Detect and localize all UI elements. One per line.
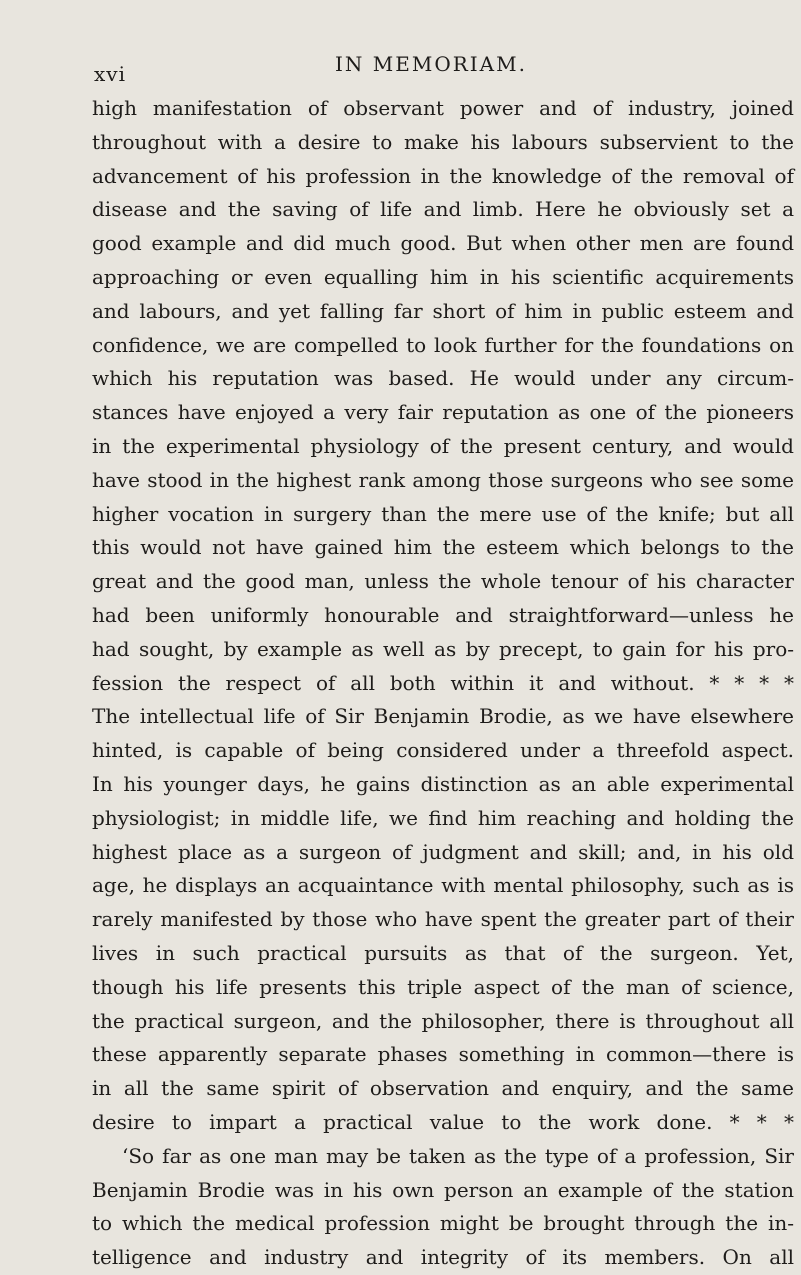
page-number: xvi xyxy=(94,62,126,86)
text-line: had been uniformly honourable and straightforward—unless he xyxy=(92,602,794,627)
text-line: good example and did much good. But when other men are found xyxy=(92,231,794,256)
text-line: throughout with a desire to make his labours subservient to the xyxy=(92,129,794,154)
text-line: rarely manifested by those who have spent the greater part of their xyxy=(92,907,794,932)
text-line: disease and the saving of life and limb. Here he obviously set a xyxy=(92,197,794,222)
text-line: in the experimental physiology of the present century, and would xyxy=(92,433,794,458)
text-line: the practical surgeon, and the philosopher, there is throughout all xyxy=(92,1008,794,1033)
text-line: advancement of his profession in the knowledge of the removal of xyxy=(92,163,794,188)
text-line: have stood in the highest rank among those surgeons who see some xyxy=(92,467,794,492)
text-line: telligence and industry and integrity of its members. On all xyxy=(92,1245,794,1270)
text-line: Benjamin Brodie was in his own person an example of the station xyxy=(92,1177,794,1202)
text-line: ‘So far as one man may be taken as the type of a profession, Sir xyxy=(122,1143,794,1168)
text-line: age, he displays an acquaintance with mental philosophy, such as is xyxy=(92,873,794,898)
text-line: approaching or even equalling him in his scientific acquirements xyxy=(92,264,794,289)
text-line: though his life presents this triple aspect of the man of science, xyxy=(92,974,794,999)
text-line: which his reputation was based. He would under any circum- xyxy=(92,366,794,391)
text-line: confidence, we are compelled to look further for the foundations on xyxy=(92,332,794,357)
text-line: physiologist; in middle life, we find him reaching and holding the xyxy=(92,805,794,830)
text-line: and labours, and yet falling far short of him in public esteem and xyxy=(92,298,794,323)
text-line: this would not have gained him the esteem which belongs to the xyxy=(92,535,794,560)
running-head xyxy=(94,52,784,86)
text-line: high manifestation of observant power and of industry, joined xyxy=(92,96,794,120)
text-line: highest place as a surgeon of judgment and skill; and, in his old xyxy=(92,839,794,864)
text-line: In his younger days, he gains distinction as an able experimental xyxy=(92,771,794,796)
text-line: in all the same spirit of observation and enquiry, and the same xyxy=(92,1076,794,1101)
text-line: these apparently separate phases something in common—there is xyxy=(92,1042,794,1067)
text-line: higher vocation in surgery than the mere use of the knife; but all xyxy=(92,501,794,526)
text-line: great and the good man, unless the whole tenour of his character xyxy=(92,569,794,594)
body-text xyxy=(92,92,794,1275)
running-title: IN MEMORIAM. xyxy=(335,52,527,76)
text-line: desire to impart a practical value to the work done. * * * xyxy=(92,1109,794,1134)
text-line: hinted, is capable of being considered under a threefold aspect. xyxy=(92,738,794,763)
text-line: lives in such practical pursuits as that of the surgeon. Yet, xyxy=(92,940,794,965)
text-line: fession the respect of all both within it and without. * * * * xyxy=(92,670,794,695)
text-line: had sought, by example as well as by precept, to gain for his pro- xyxy=(92,636,794,661)
text-line: stances have enjoyed a very fair reputation as one of the pioneers xyxy=(92,400,794,425)
text-line: The intellectual life of Sir Benjamin Brodie, as we have elsewhere xyxy=(92,704,794,729)
text-line: to which the medical profession might be brought through the in- xyxy=(92,1211,794,1236)
